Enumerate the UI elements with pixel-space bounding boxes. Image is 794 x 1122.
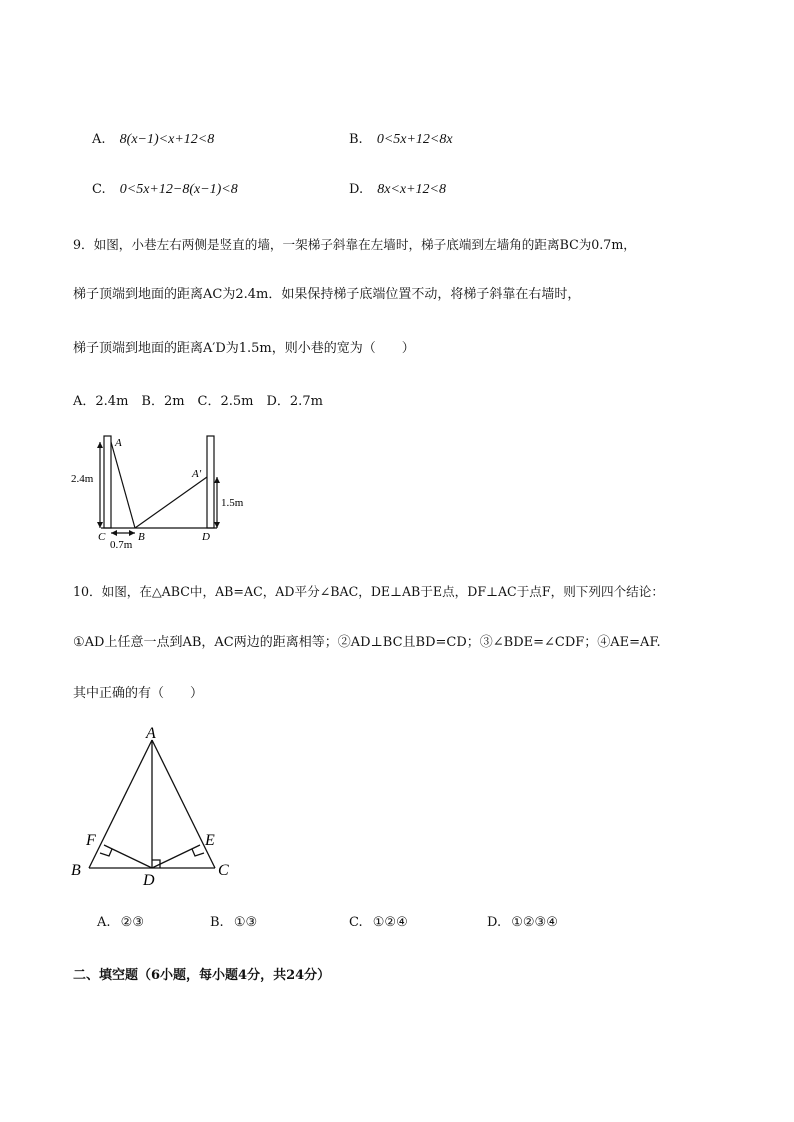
right-angle-e [192,849,204,856]
q8-option-a[interactable] [92,132,214,148]
q10-label-d: D [143,872,155,885]
q9-dim-base: 0.7m [110,539,133,550]
q10-label-a: A [146,725,156,742]
q10-label-b: B [71,862,81,879]
q10-option-c[interactable] [349,915,408,931]
q8-option-c-text: 0<5x+12−8(x−1)<8 [119,182,238,197]
q10-label-f: F [86,832,96,849]
right-wall [207,436,214,528]
q9-label-a-prime: A′ [192,468,202,480]
q10-option-c-label: C. [349,915,363,930]
q10-triangle-figure [65,725,235,885]
segment-df [104,845,152,868]
q10-option-a-text: ②③ [120,915,144,930]
q8-option-d[interactable] [349,182,446,198]
q9-dim-left: 2.4m [71,473,94,485]
q9-stem-line1: 9．如图，小巷左右两侧是竖直的墙，一架梯子斜靠在左墙时，梯子底端到左墙角的距离BC为0.7m， [73,237,636,252]
q8-option-c[interactable] [92,182,238,198]
side-ab [89,740,152,868]
q9-label-a: A [115,437,122,449]
q10-label-e: E [205,832,215,849]
section-heading: 二、填空题（6小题，每小题4分，共24分） [73,968,331,983]
q10-option-d-text: ①②③④ [511,915,558,930]
q10-option-b-text: ①③ [233,915,258,930]
q10-option-d[interactable] [487,915,558,931]
q10-option-a[interactable] [97,915,144,931]
q9-label-c: C [98,531,106,543]
left-wall [104,436,111,528]
q9-options[interactable]: A．2.4m B．2m C．2.5m D．2.7m [73,394,323,409]
q8-option-b[interactable] [349,132,453,148]
q10-option-d-label: D. [487,915,502,930]
q10-option-b-label: B. [210,915,224,930]
q9-label-b: B [138,531,145,543]
q8-option-a-label: A. [92,132,106,147]
q8-option-a-text: 8(x−1)<x+12<8 [119,132,215,147]
q10-stem-line3: 其中正确的有（ ） [73,686,204,701]
q10-stem-line1: 10．如图，在△ABC中，AB=AC，AD平分∠BAC，DE⊥AB于E点，DF⊥AC于点F，则下列四个结论： [73,584,664,599]
q8-option-b-label: B. [349,132,363,147]
q9-ladder-figure [65,430,265,550]
q9-dim-right: 1.5m [221,497,244,509]
q10-option-c-text: ①②④ [372,915,408,930]
right-angle-f [100,849,112,856]
q10-stem-line2: ①AD上任意一点到AB，AC两边的距离相等；②AD⊥BC且BD=CD；③∠BDE=∠CDF；④AE=AF. [73,635,661,650]
q10-option-a-label: A. [97,915,111,930]
q9-label-d: D [202,531,210,543]
q8-option-c-label: C. [92,182,106,197]
q10-label-c: C [218,862,229,879]
segment-de [152,845,200,868]
q9-stem-line2: 梯子顶端到地面的距离AC为2.4m．如果保持梯子底端位置不动，将梯子斜靠在右墙时， [73,287,581,302]
q9-stem-line3: 梯子顶端到地面的距离A′D为1.5m，则小巷的宽为（ ） [73,341,415,356]
q10-option-b[interactable] [210,915,257,931]
q8-option-b-text: 0<5x+12<8x [376,132,453,147]
ladder-right [135,477,207,528]
q8-option-d-label: D. [349,182,364,197]
ladder-left [111,442,135,528]
q8-option-d-text: 8x<x+12<8 [377,182,447,197]
